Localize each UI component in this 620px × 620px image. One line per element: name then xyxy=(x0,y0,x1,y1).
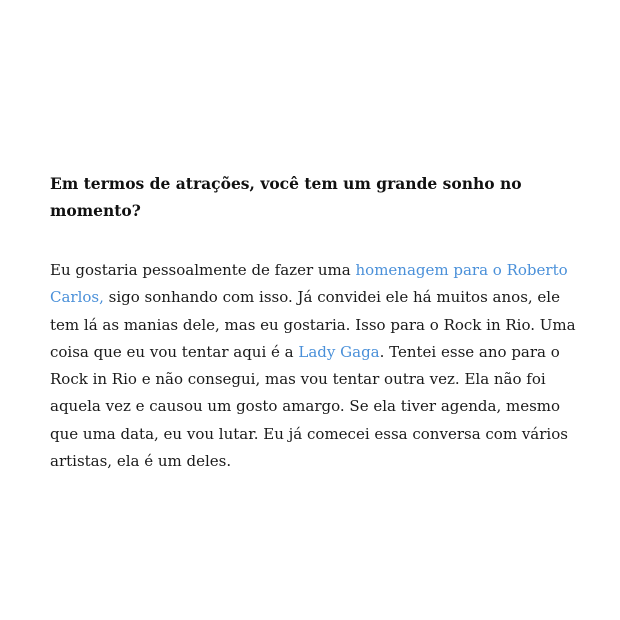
interview-question: Em termos de atrações, você tem um grande sonho no momento? xyxy=(50,174,522,220)
lady-gaga-link[interactable]: Lady Gaga xyxy=(298,342,380,361)
article-body xyxy=(50,170,580,475)
answer-text-2: sigo sonhando com isso. Já convidei ele há muitos anos, ele tem lá as manias dele, mas eu gostaria. Isso para o Rock in Rio. Uma coisa que eu vou tentar aqui é a xyxy=(50,288,576,361)
answer-text-1: Eu gostaria pessoalmente de fazer uma xyxy=(50,261,356,279)
interview-answer xyxy=(50,257,580,475)
answer-text-3: . Tentei esse ano para o Rock in Rio e não consegui, mas vou tentar outra vez. Ela não foi aquela vez e causou um gosto amargo. Se ela tiver agenda, mesmo que uma data, eu vou lutar. Eu já comecei essa conversa com vários artistas, ela é um deles. xyxy=(50,342,568,471)
roberto-carlos-tribute-link[interactable]: homenagem para o Roberto Carlos, xyxy=(50,261,568,307)
